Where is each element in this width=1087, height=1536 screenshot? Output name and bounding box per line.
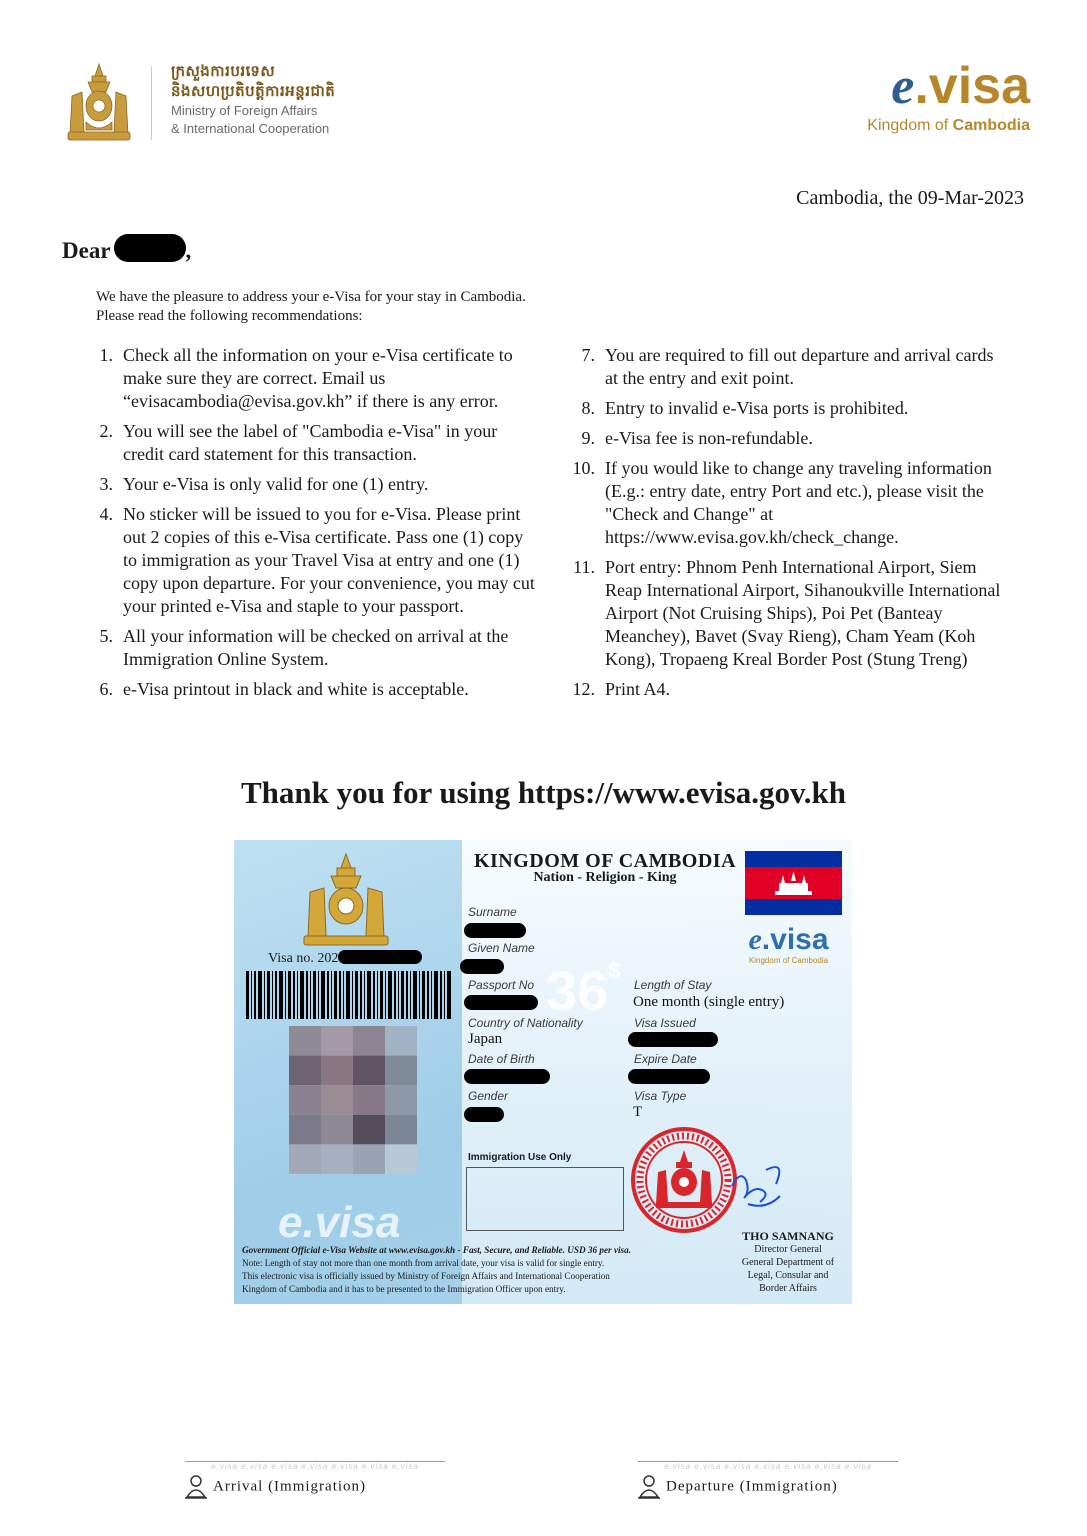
dob-label: Date of Birth — [468, 1052, 535, 1066]
official-seal-icon — [628, 1126, 740, 1234]
item-number: 11. — [573, 557, 595, 577]
list-item — [96, 473, 536, 496]
visa-type-label: Visa Type — [634, 1089, 687, 1103]
list-item — [96, 678, 536, 701]
header-divider — [151, 66, 152, 140]
visa-certificate — [234, 840, 852, 1304]
item-text: Port entry: Phnom Penh International Airport, Siem Reap International Airport, Sihanoukville International Airport (Not Cruising Ships), Poi Pet (Banteay Meanchey), Bavet (Svay Rieng), Cham Yeam (Koh Kong), Tropaeng Kreal Border Post (Stung Treng) — [605, 557, 1001, 669]
visa-number-label: Visa no. 202 — [268, 951, 339, 966]
card-motto: Nation - Religion - King — [533, 870, 677, 885]
redacted-given-name — [460, 959, 504, 974]
redacted-visa-number — [338, 950, 422, 964]
card-title: KINGDOM OF CAMBODIA — [473, 850, 737, 872]
ministry-en-line2: & International Cooperation — [171, 121, 330, 136]
arrival-label — [185, 1475, 366, 1499]
item-text: e-Visa printout in black and white is acceptable. — [123, 679, 469, 699]
item-number: 8. — [581, 398, 595, 418]
departure-label — [638, 1475, 838, 1499]
arrival-text: Arrival (Immigration) — [213, 1478, 367, 1495]
footer-issued-1: This electronic visa is officially issued by Ministry of Foreign Affairs and International Cooperation — [242, 1271, 610, 1281]
length-of-stay-value: One month (single entry) — [633, 994, 785, 1010]
item-number: 12. — [572, 679, 595, 699]
ministry-en-line1: Ministry of Foreign Affairs — [171, 103, 318, 118]
redacted-passport-no — [464, 995, 538, 1010]
ministry-name — [171, 62, 335, 138]
card-footer — [242, 1244, 732, 1296]
officer-icon — [185, 1475, 207, 1499]
redacted-gender — [464, 1107, 504, 1122]
item-text: No sticker will be issued to you for e-Visa. Please print out 2 copies of this e-Visa certificate. Pass one (1) copy to immigration as your Travel Visa at entry and one (1) copy upon departure. For your convenience, you may cut your printed e-Visa and staple to your passport. — [123, 504, 535, 616]
redacted-visa-issued — [628, 1032, 718, 1047]
recommendations-left — [96, 344, 536, 708]
card-logo-sub: Kingdom of Cambodia — [748, 956, 829, 965]
signature-icon — [726, 1140, 788, 1230]
item-number: 10. — [572, 458, 595, 478]
evisa-watermark — [278, 1198, 400, 1248]
redacted-name — [114, 234, 186, 262]
item-number: 4. — [99, 504, 113, 524]
list-item — [96, 503, 536, 618]
passport-no-label: Passport No — [468, 978, 535, 992]
salutation-comma: , — [185, 238, 192, 263]
royal-emblem-icon — [62, 62, 136, 144]
letter-date: Cambodia, the 09-Mar-2023 — [796, 187, 1024, 209]
footer-official: Government Official e-Visa Website at www.evisa.gov.kh - Fast, Secure, and Reliable. USD 36 per visa. — [242, 1245, 632, 1255]
list-item — [571, 457, 1011, 549]
watermark-rest: .visa — [302, 1198, 401, 1247]
list-item — [96, 420, 536, 466]
footer-note: Note: Length of stay not more than one month from arrival date, your visa is valid for single entry. — [242, 1258, 605, 1268]
recommendations-right — [571, 344, 1011, 708]
item-text: e-Visa fee is non-refundable. — [605, 428, 813, 448]
redacted-expire-date — [628, 1069, 710, 1084]
expire-date-label: Expire Date — [634, 1052, 697, 1066]
ministry-kh-line2: និងសហប្រតិបត្តិការអន្តរជាតិ — [171, 83, 336, 100]
evisa-logo-sub-bold: Cambodia — [952, 117, 1030, 134]
fee-amount: 36 — [546, 959, 609, 1022]
item-number: 7. — [581, 345, 595, 365]
item-text: You are required to fill out departure and arrival cards at the entry and exit point. — [605, 345, 994, 388]
signer-title-1: Director General — [754, 1244, 822, 1255]
item-text: Check all the information on your e-Visa certificate to make sure they are correct. Email us “evisacambodia@evisa.gov.kh” if there is any error. — [123, 345, 513, 411]
salutation — [62, 234, 191, 264]
list-item — [571, 678, 1011, 701]
signer-title-2: General Department of — [741, 1257, 835, 1268]
card-logo-rest: .visa — [761, 923, 829, 956]
redacted-surname — [464, 923, 526, 938]
departure-text: Departure (Immigration) — [666, 1478, 838, 1495]
nationality-value: Japan — [468, 1031, 503, 1047]
evisa-logo — [815, 58, 1030, 135]
arrival-pattern: e.visa e.visa e.visa e.visa e.visa e.visa e.visa — [211, 1462, 419, 1471]
length-of-stay-label: Length of Stay — [634, 978, 712, 992]
item-number: 1. — [99, 345, 113, 365]
list-item — [96, 344, 536, 413]
item-text: Print A4. — [605, 679, 671, 699]
card-evisa-logo — [736, 924, 841, 965]
immigration-use-box — [466, 1167, 624, 1231]
item-number: 9. — [581, 428, 595, 448]
intro-text — [96, 288, 616, 326]
item-number: 6. — [99, 679, 113, 699]
visa-number — [268, 950, 422, 967]
list-item — [96, 625, 536, 671]
watermark-e: e — [278, 1198, 303, 1247]
arrival-line — [185, 1461, 445, 1471]
signer-title-4: Border Affairs — [759, 1283, 817, 1294]
fee-watermark — [546, 958, 621, 1023]
departure-pattern: e.visa e.visa e.visa e.visa e.visa e.visa e.visa — [664, 1462, 872, 1471]
signer-block — [726, 1230, 850, 1295]
thank-you-heading: Thank you for using https://www.evisa.gov.kh — [241, 775, 846, 810]
item-text: You will see the label of "Cambodia e-Visa" in your credit card statement for this transaction. — [123, 421, 498, 464]
signer-name: THO SAMNANG — [742, 1229, 834, 1243]
evisa-logo-e: e — [891, 58, 915, 115]
visa-type-value: T — [633, 1104, 643, 1120]
item-text: All your information will be checked on arrival at the Immigration Online System. — [123, 626, 509, 669]
ministry-kh-line1: ក្រសួងការបរទេស — [171, 63, 276, 80]
footer-issued-2: Kingdom of Cambodia and it has to be presented to the Immigration Officer upon entry. — [242, 1284, 566, 1294]
evisa-logo-rest: .visa — [914, 57, 1030, 115]
card-emblem-icon — [298, 852, 394, 948]
list-item — [571, 397, 1011, 420]
signer-title-3: Legal, Consular and — [747, 1270, 829, 1281]
fee-currency: $ — [608, 958, 621, 983]
given-name-label: Given Name — [468, 941, 535, 955]
list-item — [571, 427, 1011, 450]
barcode-icon — [246, 971, 452, 1019]
item-number: 5. — [99, 626, 113, 646]
redacted-dob — [464, 1069, 550, 1084]
visa-issued-label: Visa Issued — [634, 1016, 696, 1030]
intro-line2: Please read the following recommendations: — [96, 308, 363, 324]
item-text: Entry to invalid e-Visa ports is prohibited. — [605, 398, 909, 418]
nationality-label: Country of Nationality — [468, 1016, 583, 1030]
gender-label: Gender — [468, 1089, 509, 1103]
item-number: 2. — [99, 421, 113, 441]
item-text: Your e-Visa is only valid for one (1) entry. — [123, 474, 429, 494]
intro-line1: We have the pleasure to address your e-Visa for your stay in Cambodia. — [96, 289, 526, 305]
list-item — [571, 344, 1011, 390]
immigration-use-label: Immigration Use Only — [468, 1152, 572, 1163]
cambodia-flag-icon — [745, 851, 842, 915]
officer-icon — [638, 1475, 660, 1499]
departure-line — [638, 1461, 898, 1471]
applicant-photo-pixelated — [289, 1026, 417, 1174]
surname-label: Surname — [468, 905, 517, 919]
list-item — [571, 556, 1011, 671]
item-text: If you would like to change any traveling information (E.g.: entry date, entry Port and etc.), please visit the "Check and Change" at https://www.evisa.gov.kh/check_change. — [605, 458, 992, 547]
evisa-logo-sub-prefix: Kingdom of — [867, 117, 953, 134]
item-number: 3. — [99, 474, 113, 494]
salutation-word: Dear — [62, 238, 111, 263]
card-logo-e: e — [748, 923, 762, 956]
